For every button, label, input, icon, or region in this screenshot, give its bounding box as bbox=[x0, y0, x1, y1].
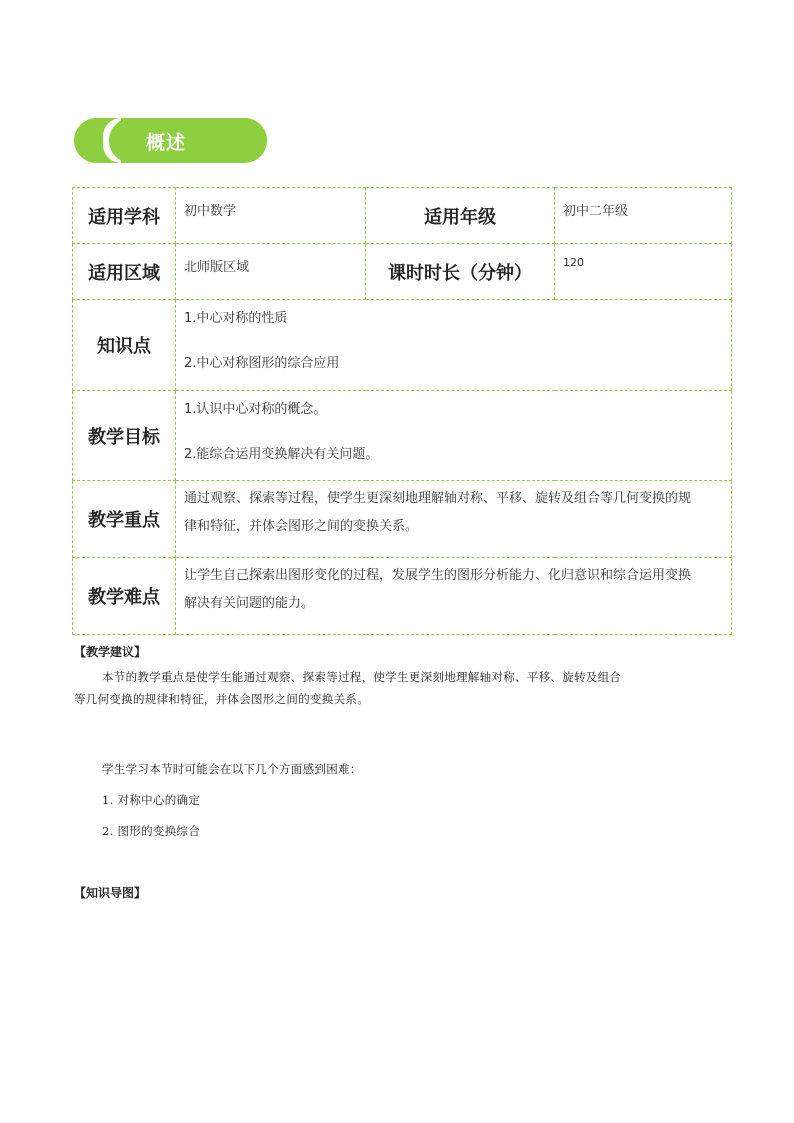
difficulty-label: 教学难点 bbox=[73, 558, 176, 635]
table-row bbox=[73, 558, 732, 635]
duration-value: 120 bbox=[555, 244, 732, 300]
list-item: 1. 对称中心的确定 bbox=[102, 793, 201, 807]
table-row bbox=[73, 391, 732, 481]
grade-value: 初中二年级 bbox=[555, 188, 732, 244]
advice-heading: 【教学建议】 bbox=[74, 645, 147, 659]
region-label: 适用区域 bbox=[73, 244, 176, 300]
duration-label: 课时时长（分钟） bbox=[366, 244, 555, 300]
key-points-label: 教学重点 bbox=[73, 481, 176, 558]
table-row bbox=[73, 481, 732, 558]
list-item: 2. 图形的变换综合 bbox=[102, 824, 201, 838]
table-row bbox=[73, 300, 732, 391]
knowledge-cell bbox=[176, 300, 732, 391]
grade-label: 适用年级 bbox=[366, 188, 555, 244]
goals-cell bbox=[176, 391, 732, 481]
subject-value: 初中数学 bbox=[176, 188, 366, 244]
subject-label: 适用学科 bbox=[73, 188, 176, 244]
course-info-table bbox=[72, 187, 732, 635]
advice-paragraph-line: 等几何变换的规律和特征，并体会图形之间的变换关系。 bbox=[74, 692, 369, 706]
goals-label: 教学目标 bbox=[73, 391, 176, 481]
table-row bbox=[73, 188, 732, 244]
text-line: 通过观察、探索等过程，使学生更深刻地理解轴对称、平移、旋转及组合等几何变换的规 bbox=[184, 491, 692, 506]
key-points-cell bbox=[176, 481, 732, 558]
text-line: 律和特征，并体会图形之间的变换关系。 bbox=[184, 519, 419, 534]
advice-paragraph-line: 本节的教学重点是使学生能通过观察、探索等过程，使学生更深刻地理解轴对称、平移、旋转及组合 bbox=[102, 670, 622, 684]
list-item: 2.能综合运用变换解决有关问题。 bbox=[184, 447, 379, 462]
list-item: 1.中心对称的性质 bbox=[184, 311, 288, 326]
section-title: 概述 bbox=[146, 132, 187, 154]
table-row bbox=[73, 244, 732, 300]
mindmap-heading: 【知识导图】 bbox=[74, 886, 147, 900]
region-value: 北师版区域 bbox=[176, 244, 366, 300]
text-line: 解决有关问题的能力。 bbox=[184, 596, 315, 611]
difficulty-intro: 学生学习本节时可能会在以下几个方面感到困难： bbox=[102, 762, 362, 776]
list-item: 2.中心对称图形的综合应用 bbox=[184, 356, 340, 371]
text-line: 让学生自己探索出图形变化的过程，发展学生的图形分析能力、化归意识和综合运用变换 bbox=[184, 568, 692, 583]
difficulty-cell bbox=[176, 558, 732, 635]
knowledge-label: 知识点 bbox=[73, 300, 176, 391]
section-header-pill bbox=[109, 118, 267, 163]
list-item: 1.认识中心对称的概念。 bbox=[184, 402, 327, 417]
